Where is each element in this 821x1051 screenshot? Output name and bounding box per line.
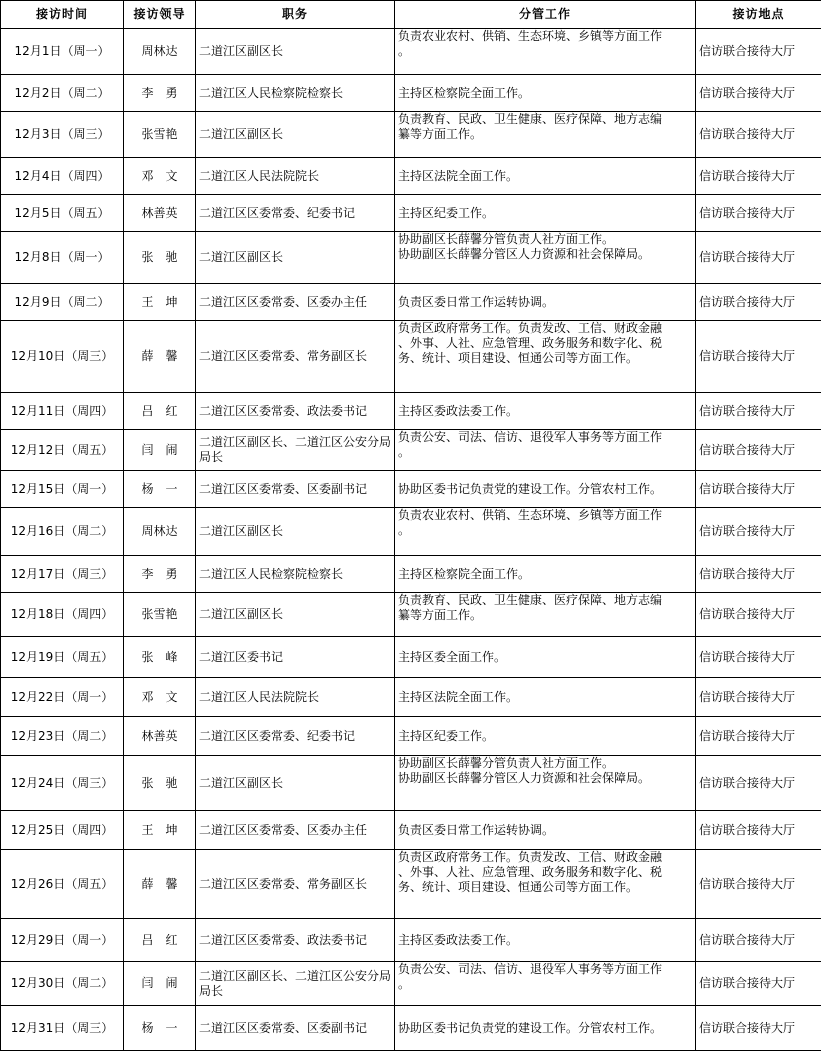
cell-date: 12月22日（周一） (1, 678, 124, 717)
cell-duty (395, 756, 696, 811)
cell-leader: 张雪艳 (124, 593, 196, 637)
cell-place: 信访联合接待大厅 (696, 284, 821, 321)
duty-line: 务、统计、项目建设、恒通公司等方面工作。 (398, 351, 692, 366)
cell-place: 信访联合接待大厅 (696, 471, 821, 508)
cell-leader: 吕 红 (124, 393, 196, 430)
table-row (1, 850, 821, 919)
table-row (1, 962, 821, 1006)
duty-line: 负责教育、民政、卫生健康、医疗保障、地方志编 (398, 593, 692, 608)
cell-duty (395, 717, 696, 756)
cell-place: 信访联合接待大厅 (696, 756, 821, 811)
cell-date: 12月4日（周四） (1, 158, 124, 195)
header-leader: 接访领导 (124, 1, 196, 29)
cell-place: 信访联合接待大厅 (696, 678, 821, 717)
header-date: 接访时间 (1, 1, 124, 29)
cell-place: 信访联合接待大厅 (696, 850, 821, 919)
table-row (1, 556, 821, 593)
table-row (1, 508, 821, 556)
cell-leader: 吕 红 (124, 919, 196, 962)
cell-date: 12月1日（周一） (1, 29, 124, 75)
duty-line: 协助区委书记负责党的建设工作。分管农村工作。 (398, 482, 692, 497)
cell-place: 信访联合接待大厅 (696, 195, 821, 232)
duty-line: 主持区纪委工作。 (398, 729, 692, 744)
cell-position: 二道江区区委常委、纪委书记 (196, 717, 395, 756)
duty-line: 负责区政府常务工作。负责发改、工信、财政金融 (398, 321, 692, 336)
duty-line: 。 (398, 445, 692, 460)
cell-duty (395, 430, 696, 471)
duty-line: 负责公安、司法、信访、退役军人事务等方面工作 (398, 430, 692, 445)
cell-position: 二道江区区委常委、区委副书记 (196, 1006, 395, 1051)
cell-position: 二道江区副区长 (196, 232, 395, 284)
cell-duty (395, 637, 696, 678)
cell-place: 信访联合接待大厅 (696, 158, 821, 195)
cell-place: 信访联合接待大厅 (696, 232, 821, 284)
cell-leader: 杨 一 (124, 1006, 196, 1051)
duty-line: 主持区委政法委工作。 (398, 404, 692, 419)
cell-date: 12月16日（周二） (1, 508, 124, 556)
cell-leader: 张 峰 (124, 637, 196, 678)
cell-leader: 李 勇 (124, 556, 196, 593)
cell-duty (395, 850, 696, 919)
table-row (1, 195, 821, 232)
cell-date: 12月26日（周五） (1, 850, 124, 919)
cell-date: 12月29日（周一） (1, 919, 124, 962)
cell-duty (395, 919, 696, 962)
duty-line: 负责农业农村、供销、生态环境、乡镇等方面工作 (398, 508, 692, 523)
duty-line: 协助副区长薛馨分管负责人社方面工作。 (398, 756, 692, 771)
cell-duty (395, 1006, 696, 1051)
table-row (1, 430, 821, 471)
cell-position: 二道江区委书记 (196, 637, 395, 678)
cell-leader: 周林达 (124, 29, 196, 75)
cell-position: 二道江区区委常委、政法委书记 (196, 393, 395, 430)
cell-position: 二道江区区委常委、区委副书记 (196, 471, 395, 508)
cell-duty (395, 29, 696, 75)
cell-date: 12月17日（周三） (1, 556, 124, 593)
duty-line: 负责区委日常工作运转协调。 (398, 823, 692, 838)
duty-line: 协助副区长薛馨分管区人力资源和社会保障局。 (398, 771, 692, 786)
table-row (1, 919, 821, 962)
duty-line: 负责区委日常工作运转协调。 (398, 295, 692, 310)
header-duty: 分管工作 (395, 1, 696, 29)
cell-duty (395, 962, 696, 1006)
table-row (1, 678, 821, 717)
table-row (1, 471, 821, 508)
cell-position: 二道江区人民法院院长 (196, 678, 395, 717)
duty-line: 负责公安、司法、信访、退役军人事务等方面工作 (398, 962, 692, 977)
table-row (1, 232, 821, 284)
cell-duty (395, 75, 696, 112)
duty-line: 、外事、人社、应急管理、政务服务和数字化、税 (398, 865, 692, 880)
duty-line: 负责教育、民政、卫生健康、医疗保障、地方志编 (398, 112, 692, 127)
table-row (1, 321, 821, 393)
cell-place: 信访联合接待大厅 (696, 75, 821, 112)
cell-duty (395, 508, 696, 556)
duty-line: 。 (398, 523, 692, 538)
cell-leader: 薛 馨 (124, 850, 196, 919)
cell-leader: 张 驰 (124, 232, 196, 284)
table-row (1, 756, 821, 811)
cell-date: 12月30日（周二） (1, 962, 124, 1006)
cell-position: 二道江区副区长、二道江区公安分局局长 (196, 962, 395, 1006)
cell-duty (395, 593, 696, 637)
cell-leader: 张雪艳 (124, 112, 196, 158)
duty-line: 务、统计、项目建设、恒通公司等方面工作。 (398, 880, 692, 895)
cell-place: 信访联合接待大厅 (696, 393, 821, 430)
cell-leader: 薛 馨 (124, 321, 196, 393)
cell-position: 二道江区副区长 (196, 29, 395, 75)
cell-date: 12月24日（周三） (1, 756, 124, 811)
cell-leader: 邓 文 (124, 158, 196, 195)
duty-line: 主持区委政法委工作。 (398, 933, 692, 948)
cell-date: 12月18日（周四） (1, 593, 124, 637)
cell-position: 二道江区区委常委、政法委书记 (196, 919, 395, 962)
cell-leader: 林善英 (124, 717, 196, 756)
cell-position: 二道江区区委常委、纪委书记 (196, 195, 395, 232)
cell-duty (395, 112, 696, 158)
cell-duty (395, 284, 696, 321)
cell-date: 12月5日（周五） (1, 195, 124, 232)
table-row (1, 1006, 821, 1051)
header-row (1, 1, 821, 29)
table-body (1, 29, 821, 1051)
cell-date: 12月2日（周二） (1, 75, 124, 112)
cell-place: 信访联合接待大厅 (696, 556, 821, 593)
cell-date: 12月15日（周一） (1, 471, 124, 508)
cell-place: 信访联合接待大厅 (696, 811, 821, 850)
duty-line: 负责农业农村、供销、生态环境、乡镇等方面工作 (398, 29, 692, 44)
cell-date: 12月3日（周三） (1, 112, 124, 158)
cell-place: 信访联合接待大厅 (696, 508, 821, 556)
duty-line: 协助区委书记负责党的建设工作。分管农村工作。 (398, 1021, 692, 1036)
table-row (1, 593, 821, 637)
duty-line: 负责区政府常务工作。负责发改、工信、财政金融 (398, 850, 692, 865)
cell-leader: 闫 闹 (124, 962, 196, 1006)
cell-position: 二道江区区委常委、区委办主任 (196, 284, 395, 321)
duty-line: 协助副区长薛馨分管区人力资源和社会保障局。 (398, 247, 692, 262)
duty-line: 。 (398, 977, 692, 992)
cell-duty (395, 158, 696, 195)
cell-duty (395, 471, 696, 508)
cell-position: 二道江区副区长 (196, 508, 395, 556)
cell-place: 信访联合接待大厅 (696, 112, 821, 158)
duty-line: 主持区检察院全面工作。 (398, 567, 692, 582)
duty-line: 。 (398, 44, 692, 59)
cell-duty (395, 556, 696, 593)
cell-leader: 林善英 (124, 195, 196, 232)
cell-date: 12月10日（周三） (1, 321, 124, 393)
cell-date: 12月9日（周二） (1, 284, 124, 321)
cell-leader: 闫 闹 (124, 430, 196, 471)
table-row (1, 811, 821, 850)
cell-leader: 王 坤 (124, 811, 196, 850)
cell-duty (395, 811, 696, 850)
cell-place: 信访联合接待大厅 (696, 430, 821, 471)
cell-position: 二道江区人民检察院检察长 (196, 556, 395, 593)
cell-duty (395, 195, 696, 232)
table-row (1, 112, 821, 158)
table-row (1, 717, 821, 756)
cell-place: 信访联合接待大厅 (696, 717, 821, 756)
cell-date: 12月11日（周四） (1, 393, 124, 430)
cell-position: 二道江区区委常委、常务副区长 (196, 321, 395, 393)
cell-date: 12月31日（周三） (1, 1006, 124, 1051)
table-header (1, 1, 821, 29)
table-row (1, 637, 821, 678)
cell-position: 二道江区区委常委、常务副区长 (196, 850, 395, 919)
cell-place: 信访联合接待大厅 (696, 29, 821, 75)
table-row (1, 29, 821, 75)
cell-position: 二道江区区委常委、区委办主任 (196, 811, 395, 850)
cell-place: 信访联合接待大厅 (696, 919, 821, 962)
duty-line: 纂等方面工作。 (398, 127, 692, 142)
cell-date: 12月8日（周一） (1, 232, 124, 284)
cell-duty (395, 393, 696, 430)
cell-place: 信访联合接待大厅 (696, 321, 821, 393)
cell-position: 二道江区副区长 (196, 593, 395, 637)
cell-position: 二道江区副区长、二道江区公安分局局长 (196, 430, 395, 471)
cell-leader: 周林达 (124, 508, 196, 556)
cell-place: 信访联合接待大厅 (696, 637, 821, 678)
table-row (1, 158, 821, 195)
duty-line: 纂等方面工作。 (398, 608, 692, 623)
cell-leader: 邓 文 (124, 678, 196, 717)
cell-place: 信访联合接待大厅 (696, 1006, 821, 1051)
header-place: 接访地点 (696, 1, 821, 29)
table-row (1, 393, 821, 430)
cell-date: 12月19日（周五） (1, 637, 124, 678)
table-row (1, 284, 821, 321)
cell-position: 二道江区副区长 (196, 112, 395, 158)
cell-place: 信访联合接待大厅 (696, 962, 821, 1006)
duty-line: 主持区法院全面工作。 (398, 690, 692, 705)
cell-duty (395, 321, 696, 393)
duty-line: 主持区委全面工作。 (398, 650, 692, 665)
cell-date: 12月25日（周四） (1, 811, 124, 850)
cell-leader: 杨 一 (124, 471, 196, 508)
table-row (1, 75, 821, 112)
cell-place: 信访联合接待大厅 (696, 593, 821, 637)
cell-leader: 王 坤 (124, 284, 196, 321)
cell-duty (395, 232, 696, 284)
cell-position: 二道江区人民法院院长 (196, 158, 395, 195)
cell-position: 二道江区人民检察院检察长 (196, 75, 395, 112)
header-position: 职务 (196, 1, 395, 29)
duty-line: 主持区纪委工作。 (398, 206, 692, 221)
cell-leader: 张 驰 (124, 756, 196, 811)
cell-date: 12月12日（周五） (1, 430, 124, 471)
duty-line: 主持区法院全面工作。 (398, 169, 692, 184)
cell-leader: 李 勇 (124, 75, 196, 112)
duty-line: 协助副区长薛馨分管负责人社方面工作。 (398, 232, 692, 247)
cell-position: 二道江区副区长 (196, 756, 395, 811)
cell-duty (395, 678, 696, 717)
cell-date: 12月23日（周二） (1, 717, 124, 756)
duty-line: 主持区检察院全面工作。 (398, 86, 692, 101)
duty-line: 、外事、人社、应急管理、政务服务和数字化、税 (398, 336, 692, 351)
